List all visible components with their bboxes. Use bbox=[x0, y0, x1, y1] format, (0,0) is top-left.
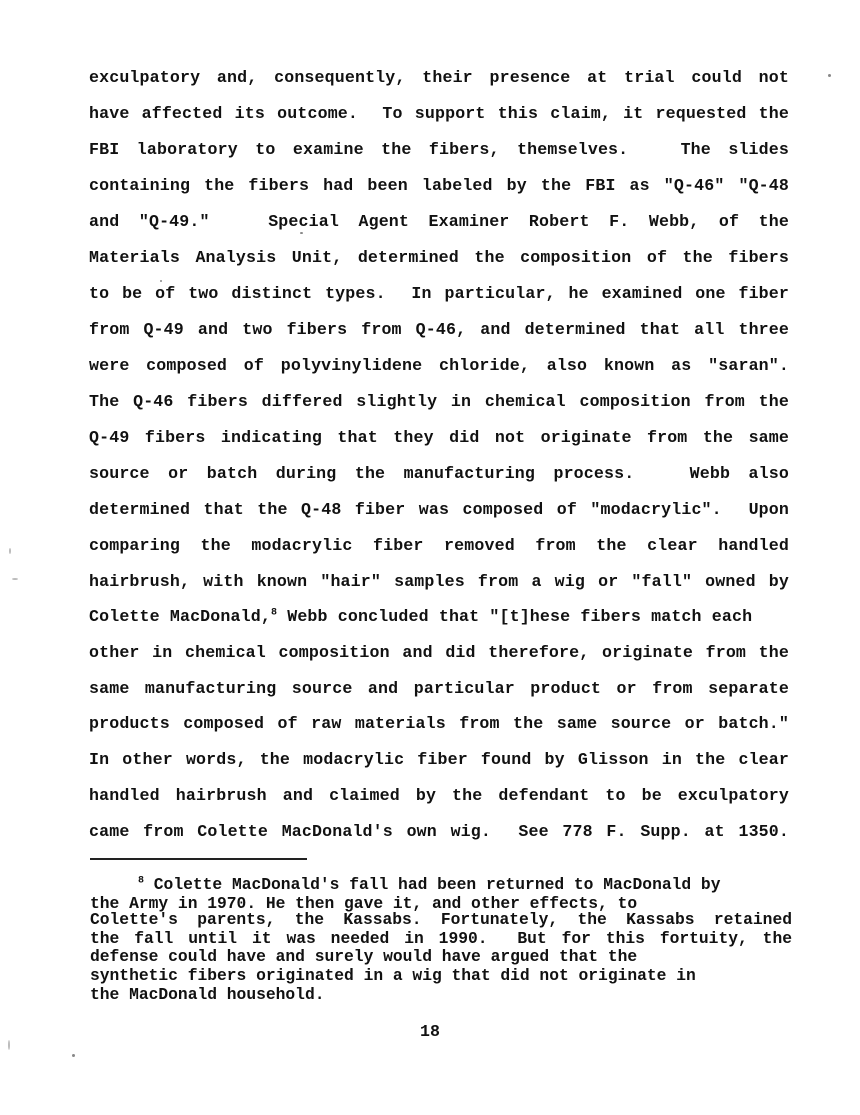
body-line-6: Materials Analysis Unit, determined the composition of the fibers bbox=[89, 248, 789, 267]
body-line-20: In other words, the modacrylic fiber found by Glisson in the clear bbox=[89, 750, 789, 769]
body-line-11: Q-49 fibers indicating that they did not originate from the same bbox=[89, 428, 789, 447]
body-line-21: handled hairbrush and claimed by the defendant to be exculpatory bbox=[89, 786, 789, 805]
body-line-2: have affected its outcome. To support this claim, it requested the bbox=[89, 104, 789, 123]
scan-speck bbox=[8, 1040, 10, 1050]
body-line-7: to be of two distinct types. In particular, he examined one fiber bbox=[89, 284, 789, 303]
body-line-9: were composed of polyvinylidene chloride, also known as "saran". bbox=[89, 356, 789, 375]
scan-speck bbox=[160, 280, 162, 282]
body-line-18: same manufacturing source and particular product or from separate bbox=[89, 679, 789, 698]
footnote-line-4: the fall until it was needed in 1990. But for this fortuity, the bbox=[90, 929, 792, 948]
footnote-reference: 8 bbox=[270, 607, 278, 619]
scan-speck bbox=[9, 548, 11, 554]
footnote-line-1 bbox=[138, 875, 720, 894]
scan-speck bbox=[72, 1054, 75, 1057]
body-line-5: and "Q-49." Special Agent Examiner Robert F. Webb, of the bbox=[89, 212, 789, 231]
body-line-15: hairbrush, with known "hair" samples from a wig or "fall" owned by bbox=[89, 572, 789, 591]
body-line-14: comparing the modacrylic fiber removed from the clear handled bbox=[89, 536, 789, 555]
footnote-divider bbox=[90, 858, 307, 860]
footnote-line-3: Colette's parents, the Kassabs. Fortunately, the Kassabs retained bbox=[90, 910, 792, 929]
body-line-1: exculpatory and, consequently, their presence at trial could not bbox=[89, 68, 789, 87]
scan-speck bbox=[12, 578, 18, 580]
body-line-13: determined that the Q-48 fiber was composed of "modacrylic". Upon bbox=[89, 500, 789, 519]
footnote-marker: 8 bbox=[138, 875, 145, 887]
body-line-4: containing the fibers had been labeled by the FBI as "Q-46" "Q-48 bbox=[89, 176, 789, 195]
scan-speck bbox=[300, 232, 303, 234]
body-line-17: other in chemical composition and did therefore, originate from the bbox=[89, 643, 789, 662]
body-line-12: source or batch during the manufacturing process. Webb also bbox=[89, 464, 789, 483]
body-line-10: The Q-46 fibers differed slightly in chemical composition from the bbox=[89, 392, 789, 411]
footnote-line-1-text: Colette MacDonald's fall had been returned to MacDonald by bbox=[144, 875, 721, 894]
footnote-line-7: the MacDonald household. bbox=[90, 985, 325, 1004]
body-line-22: came from Colette MacDonald's own wig. See 778 F. Supp. at 1350. bbox=[89, 822, 789, 841]
body-line-16-end: Webb concluded that "[t]hese fibers match each bbox=[277, 607, 753, 626]
footnote-line-6: synthetic fibers originated in a wig that did not originate in bbox=[90, 966, 696, 985]
body-line-16 bbox=[89, 606, 752, 628]
footnote-line-5: defense could have and surely would have argued that the bbox=[90, 947, 638, 966]
body-line-3: FBI laboratory to examine the fibers, themselves. The slides bbox=[89, 140, 789, 159]
body-line-8: from Q-49 and two fibers from Q-46, and determined that all three bbox=[89, 320, 789, 339]
footnote-line-2: the Army in 1970. He then gave it, and other effects, to bbox=[90, 894, 638, 913]
body-line-19: products composed of raw materials from the same source or batch." bbox=[89, 714, 789, 733]
page-number: 18 bbox=[420, 1022, 440, 1041]
scan-speck bbox=[828, 74, 831, 77]
body-line-16-start: Colette MacDonald, bbox=[89, 607, 271, 626]
